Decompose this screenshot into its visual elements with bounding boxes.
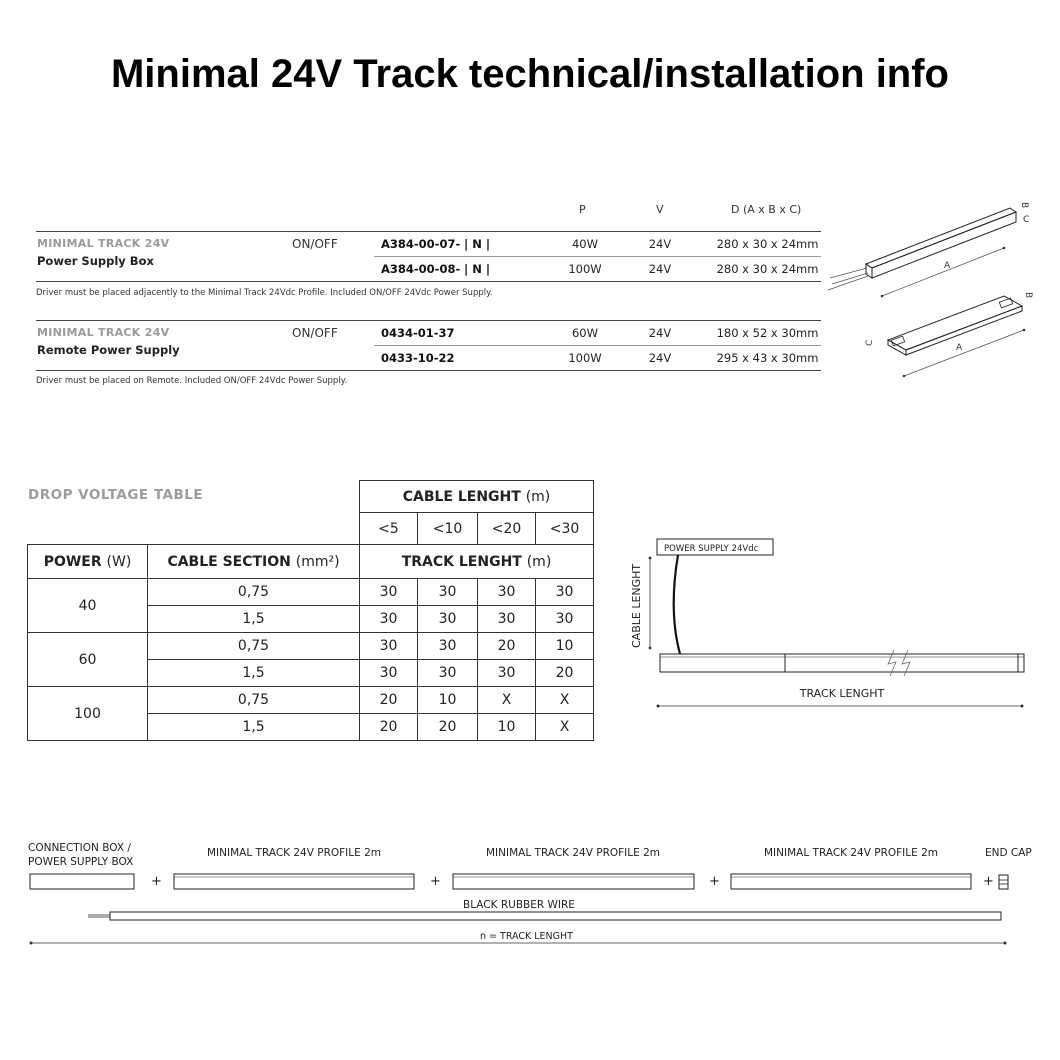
product-subtitle: Remote Power Supply	[37, 343, 180, 357]
finish-code: | N |	[464, 237, 491, 251]
value-cell: 10	[418, 687, 478, 714]
finish-code: | N |	[464, 262, 491, 276]
value-cell: 20	[418, 714, 478, 741]
value-cell: 30	[418, 660, 478, 687]
wire-label: BLACK RUBBER WIRE	[463, 899, 575, 911]
power-value: 100W	[568, 351, 602, 365]
cable-length-cell: <10	[418, 513, 478, 545]
header-power: P	[579, 203, 586, 216]
value-cell: 30	[418, 579, 478, 606]
product-name: MINIMAL TRACK 24V	[37, 326, 170, 339]
value-cell: 30	[360, 579, 418, 606]
section-header	[148, 545, 360, 579]
value-cell: 30	[360, 660, 418, 687]
plus-sign: +	[983, 874, 994, 889]
track-length-header	[360, 545, 594, 579]
header-voltage: V	[656, 203, 664, 216]
drop-voltage-table	[27, 480, 594, 741]
plus-sign: +	[151, 874, 162, 889]
unit-label: (m)	[526, 553, 552, 570]
cable-line	[674, 555, 680, 654]
plus-sign: +	[430, 874, 441, 889]
dimension-label-a: A	[956, 343, 963, 353]
value-cell: 10	[478, 714, 536, 741]
power-supply-drawings	[826, 188, 1036, 388]
profile-label: MINIMAL TRACK 24V PROFILE 2m	[207, 847, 382, 859]
control-type: ON/OFF	[292, 326, 338, 340]
rubber-wire	[88, 912, 1001, 920]
drop-voltage-title: DROP VOLTAGE TABLE	[28, 487, 204, 503]
cable-length-cell: <20	[478, 513, 536, 545]
value-cell: 30	[418, 633, 478, 660]
power-value: 100W	[568, 262, 602, 276]
dimension-value: 180 x 52 x 30mm	[716, 326, 819, 340]
track-length-label: TRACK LENGHT	[401, 553, 522, 570]
value-cell: X	[536, 714, 594, 741]
section-cell: 1,5	[148, 660, 360, 687]
cable-length-cell: <5	[360, 513, 418, 545]
value-cell: 30	[536, 579, 594, 606]
product-note: Driver must be placed on Remote. Included ON/OFF 24Vdc Power Supply.	[36, 376, 348, 386]
cable-length-cell: <30	[536, 513, 594, 545]
cable-track-diagram	[620, 530, 1040, 720]
section-cell: 0,75	[148, 579, 360, 606]
dimension-label-c: C	[1023, 215, 1030, 225]
dimension-label-c: C	[865, 339, 875, 346]
table-rule	[36, 231, 821, 232]
voltage-value: 24V	[648, 237, 672, 251]
product-code: A384-00-07-	[381, 237, 461, 251]
section-cell: 1,5	[148, 714, 360, 741]
row-rule	[374, 345, 821, 346]
value-cell: 30	[536, 606, 594, 633]
control-type: ON/OFF	[292, 237, 338, 251]
cable-length-header	[360, 481, 594, 513]
value-cell: 30	[478, 579, 536, 606]
section-cell: 1,5	[148, 606, 360, 633]
profile-label: MINIMAL TRACK 24V PROFILE 2m	[486, 847, 661, 859]
connection-box	[30, 874, 134, 889]
value-cell: X	[536, 687, 594, 714]
dimension-value: 280 x 30 x 24mm	[716, 237, 819, 251]
product-name: MINIMAL TRACK 24V	[37, 237, 170, 250]
track-profile	[453, 874, 694, 889]
section-header-label: CABLE SECTION	[167, 553, 291, 570]
page-title: Minimal 24V Track technical/installation info	[110, 52, 949, 96]
track-length-label: TRACK LENGHT	[799, 687, 885, 700]
value-cell: 30	[478, 660, 536, 687]
product-subtitle: Power Supply Box	[37, 254, 154, 268]
end-cap	[999, 875, 1008, 889]
cable-length-label: CABLE LENGHT	[630, 563, 643, 648]
power-supply-label: POWER SUPPLY 24Vdc	[664, 544, 759, 554]
power-header-label: POWER	[43, 553, 102, 570]
track-profile	[174, 874, 414, 889]
power-cell: 100	[28, 687, 148, 741]
value-cell: 20	[360, 714, 418, 741]
product-note: Driver must be placed adjacently to the Minimal Track 24Vdc Profile. Included ON/OFF 24Vdc Power Supply.	[36, 288, 493, 298]
value-cell: 30	[360, 606, 418, 633]
connection-box-label: CONNECTION BOX /	[28, 842, 131, 854]
product-code: 0433-10-22	[381, 351, 455, 365]
assembly-diagram	[20, 868, 1050, 948]
value-cell: 30	[418, 606, 478, 633]
product-code: A384-00-08-	[381, 262, 461, 276]
plus-sign: +	[709, 874, 720, 889]
dimension-label-a: A	[944, 261, 951, 271]
dimension-value: 280 x 30 x 24mm	[716, 262, 819, 276]
value-cell: X	[478, 687, 536, 714]
section-cell: 0,75	[148, 633, 360, 660]
voltage-value: 24V	[648, 262, 672, 276]
product-code: 0434-01-37	[381, 326, 455, 340]
unit-label: (W)	[106, 553, 132, 570]
value-cell: 30	[360, 633, 418, 660]
power-value: 60W	[571, 326, 598, 340]
section-cell: 0,75	[148, 687, 360, 714]
profile-label: MINIMAL TRACK 24V PROFILE 2m	[764, 847, 939, 859]
value-cell: 20	[536, 660, 594, 687]
dimension-value: 295 x 43 x 30mm	[716, 351, 819, 365]
length-label: n = TRACK LENGHT	[480, 931, 573, 942]
value-cell: 10	[536, 633, 594, 660]
value-cell: 20	[360, 687, 418, 714]
table-rule	[36, 281, 821, 282]
power-cell: 60	[28, 633, 148, 687]
dimension-label-b: B	[1023, 292, 1033, 299]
unit-label: (mm²)	[295, 553, 340, 570]
header-dimensions: D (A x B x C)	[731, 203, 802, 216]
cable-length-label: CABLE LENGHT	[402, 488, 521, 505]
end-cap-label: END CAP	[985, 847, 1032, 859]
row-rule	[374, 256, 821, 257]
connection-box-label: POWER SUPPLY BOX	[28, 856, 134, 868]
power-cell: 40	[28, 579, 148, 633]
remote-power-supply-drawing	[888, 296, 1025, 377]
voltage-value: 24V	[648, 326, 672, 340]
table-rule	[36, 320, 821, 321]
table-rule	[36, 370, 821, 371]
voltage-value: 24V	[648, 351, 672, 365]
power-supply-box-drawing	[828, 208, 1016, 297]
value-cell: 30	[478, 606, 536, 633]
power-header	[28, 545, 148, 579]
unit-label: (m)	[525, 488, 551, 505]
track-profile	[731, 874, 971, 889]
value-cell: 20	[478, 633, 536, 660]
power-value: 40W	[571, 237, 598, 251]
dimension-label-b: B	[1019, 202, 1029, 209]
